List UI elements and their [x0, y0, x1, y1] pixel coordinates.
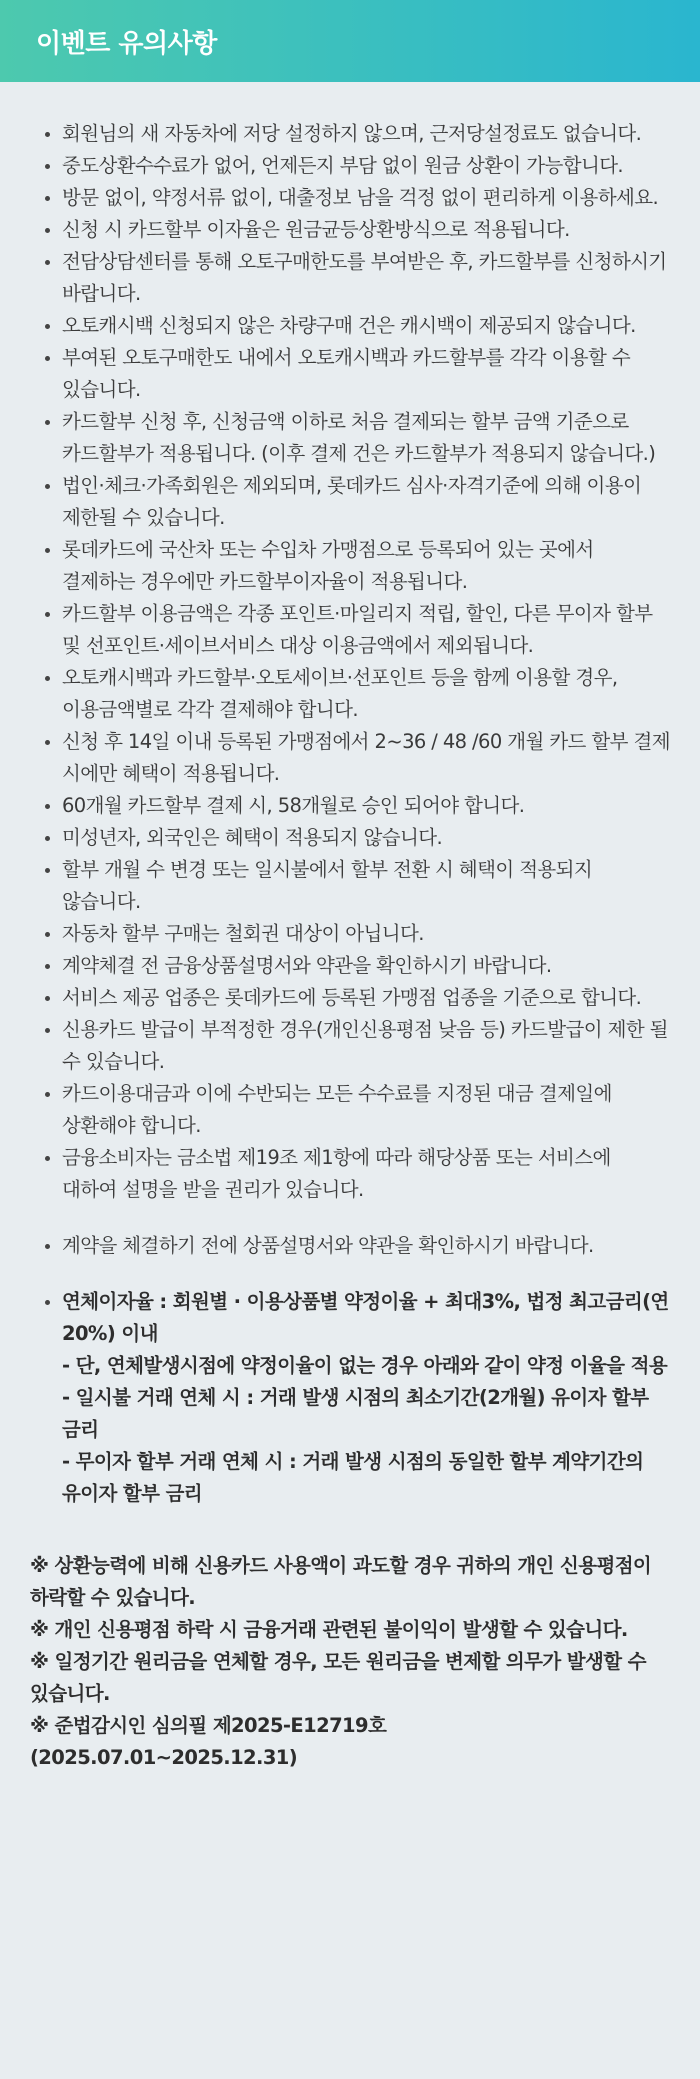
notice-item: 서비스 제공 업종은 롯데카드에 등록된 가맹점 업종을 기준으로 합니다. — [62, 982, 670, 1014]
notice-item: 법인·체크·가족회원은 제외되며, 롯데카드 심사·자격기준에 의해 이용이 제한될 수 있습니다. — [62, 470, 670, 534]
notice-list — [30, 118, 670, 1262]
notice-item: 롯데카드에 국산차 또는 수입차 가맹점으로 등록되어 있는 곳에서 결제하는 경우에만 카드할부이자율이 적용됩니다. — [62, 534, 670, 598]
notice-item: 자동차 할부 구매는 철회권 대상이 아닙니다. — [62, 918, 670, 950]
notice-item: 60개월 카드할부 결제 시, 58개월로 승인 되어야 합니다. — [62, 790, 670, 822]
notice-item: 미성년자, 외국인은 혜택이 적용되지 않습니다. — [62, 822, 670, 854]
notice-item: 전담상담센터를 통해 오토구매한도를 부여받은 후, 카드할부를 신청하시기 바랍니다. — [62, 246, 670, 310]
warning-notices — [30, 1550, 670, 1774]
overdue-interest-sub: - 일시불 거래 연체 시 : 거래 발생 시점의 최소기간(2개월) 유이자 할부 금리 — [62, 1386, 649, 1441]
page-title: 이벤트 유의사항 — [36, 28, 217, 59]
notice-item: 할부 개월 수 변경 또는 일시불에서 할부 전환 시 혜택이 적용되지 않습니다. — [62, 854, 670, 918]
compliance-number: ※ 준법감시인 심의필 제2025-E12719호 — [30, 1714, 387, 1737]
notice-content — [0, 82, 700, 1774]
notice-item: 신용카드 발급이 부적정한 경우(개인신용평점 낮음 등) 카드발급이 제한 될 수 있습니다. — [62, 1014, 670, 1078]
overdue-interest-list — [30, 1286, 670, 1510]
overdue-interest-item — [62, 1286, 670, 1510]
notice-item: 신청 후 14일 이내 등록된 가맹점에서 2~36 / 48 /60 개월 카드 할부 결제 시에만 혜택이 적용됩니다. — [62, 726, 670, 790]
warning-text: ※ 상환능력에 비해 신용카드 사용액이 과도할 경우 귀하의 개인 신용평점이 하락할 수 있습니다. — [30, 1554, 652, 1609]
notice-item: 방문 없이, 약정서류 없이, 대출정보 남을 걱정 없이 편리하게 이용하세요. — [62, 182, 670, 214]
notice-item: 신청 시 카드할부 이자율은 원금균등상환방식으로 적용됩니다. — [62, 214, 670, 246]
notice-item: 카드할부 이용금액은 각종 포인트·마일리지 적립, 할인, 다른 무이자 할부 및 선포인트·세이브서비스 대상 이용금액에서 제외됩니다. — [62, 598, 670, 662]
notice-item: 회원님의 새 자동차에 저당 설정하지 않으며, 근저당설정료도 없습니다. — [62, 118, 670, 150]
notice-item: 오토캐시백과 카드할부·오토세이브·선포인트 등을 함께 이용할 경우, 이용금액별로 각각 결제해야 합니다. — [62, 662, 670, 726]
notice-item: 부여된 오토구매한도 내에서 오토캐시백과 카드할부를 각각 이용할 수 있습니다. — [62, 342, 670, 406]
overdue-interest-sub: - 단, 연체발생시점에 약정이율이 없는 경우 아래와 같이 약정 이율을 적용 — [62, 1354, 668, 1377]
notice-item: 카드할부 신청 후, 신청금액 이하로 처음 결제되는 할부 금액 기준으로 카드할부가 적용됩니다. (이후 결제 건은 카드할부가 적용되지 않습니다.) — [62, 406, 670, 470]
notice-item: 카드이용대금과 이에 수반되는 모든 수수료를 지정된 대금 결제일에 상환해야 합니다. — [62, 1078, 670, 1142]
notice-item: 오토캐시백 신청되지 않은 차량구매 건은 캐시백이 제공되지 않습니다. — [62, 310, 670, 342]
page-header — [0, 0, 700, 82]
overdue-interest-sub: - 무이자 할부 거래 연체 시 : 거래 발생 시점의 동일한 할부 계약기간의 유이자 할부 금리 — [62, 1450, 644, 1505]
contract-notice-item: 계약을 체결하기 전에 상품설명서와 약관을 확인하시기 바랍니다. — [62, 1230, 670, 1262]
validity-period: (2025.07.01~2025.12.31) — [30, 1746, 298, 1769]
warning-text: ※ 개인 신용평점 하락 시 금융거래 관련된 불이익이 발생할 수 있습니다. — [30, 1618, 628, 1641]
warning-text: ※ 일정기간 원리금을 연체할 경우, 모든 원리금을 변제할 의무가 발생할 수 있습니다. — [30, 1650, 646, 1705]
notice-item: 중도상환수수료가 없어, 언제든지 부담 없이 원금 상환이 가능합니다. — [62, 150, 670, 182]
overdue-interest-main: 연체이자율 : 회원별 · 이용상품별 약정이율 + 최대3%, 법정 최고금리(연 20%) 이내 — [62, 1290, 669, 1345]
notice-item: 계약체결 전 금융상품설명서와 약관을 확인하시기 바랍니다. — [62, 950, 670, 982]
notice-item: 금융소비자는 금소법 제19조 제1항에 따라 해당상품 또는 서비스에 대하여 설명을 받을 권리가 있습니다. — [62, 1142, 670, 1206]
